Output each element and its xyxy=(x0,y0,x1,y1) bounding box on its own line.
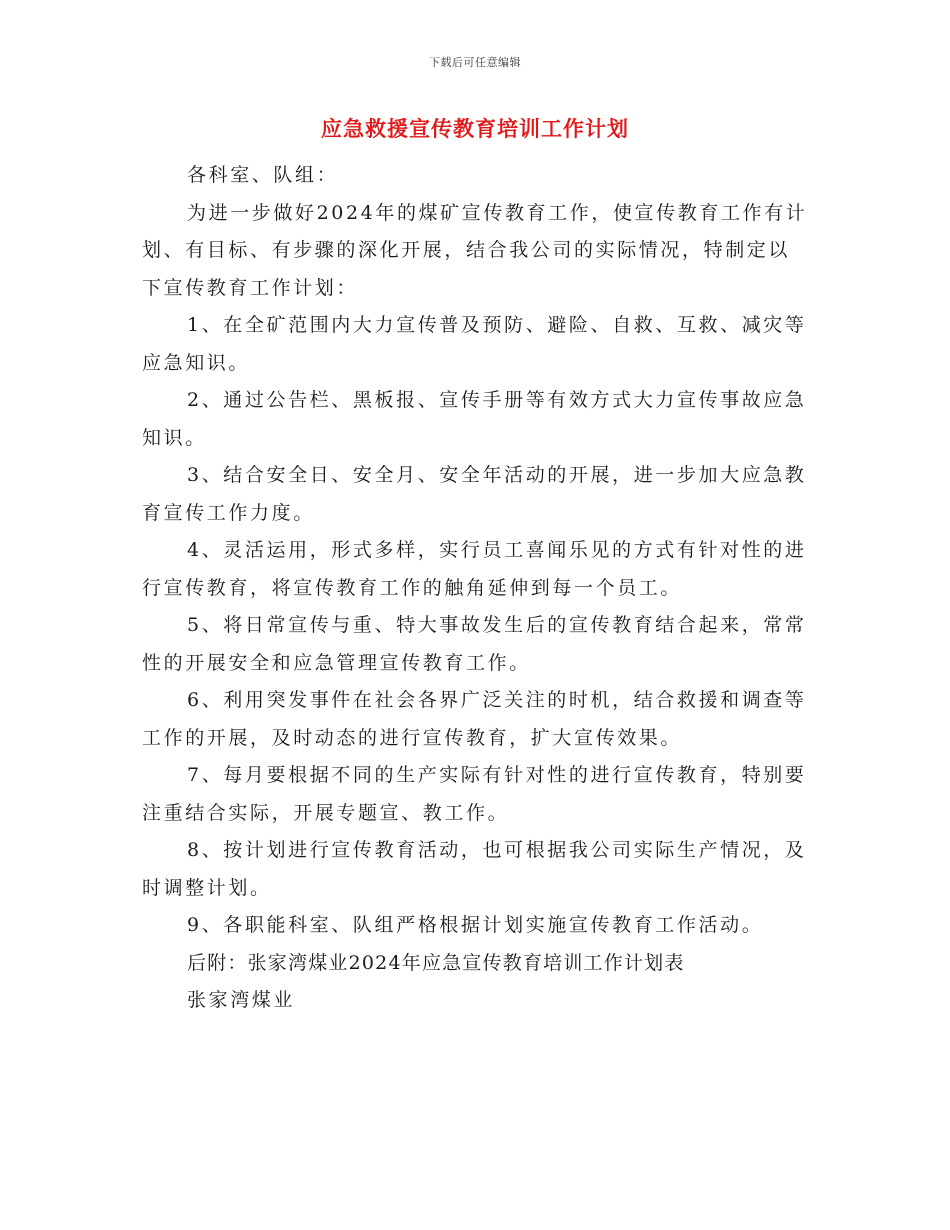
plan-item-5: 5、将日常宣传与重、特大事故发生后的宣传教育结合起来，常常性的开展安全和应急管理宣传教育工作。 xyxy=(142,614,807,674)
plan-item-7: 7、每月要根据不同的生产实际有针对性的进行宣传教育，特别要注重结合实际，开展专题宣、教工作。 xyxy=(142,764,807,824)
plan-item-4: 4、灵活运用，形式多样，实行员工喜闻乐见的方式有针对性的进行宣传教育，将宣传教育工作的触角延伸到每一个员工。 xyxy=(142,539,807,599)
attachment-note: 后附：张家湾煤业2024年应急宣传教育培训工作计划表 xyxy=(187,951,685,974)
plan-item-8: 8、按计划进行宣传教育活动，也可根据我公司实际生产情况，及时调整计划。 xyxy=(142,839,807,899)
salutation: 各科室、队组： xyxy=(187,164,339,186)
plan-item-9: 9、各职能科室、队组严格根据计划实施宣传教育工作活动。 xyxy=(187,914,764,936)
document-title: 应急救援宣传教育培训工作计划 xyxy=(321,116,629,141)
plan-item-3: 3、结合安全日、安全月、安全年活动的开展，进一步加大应急教育宣传工作力度。 xyxy=(142,464,807,524)
plan-item-2: 2、通过公告栏、黑板报、宣传手册等有效方式大力宣传事故应急知识。 xyxy=(142,389,807,449)
plan-item-6: 6、利用突发事件在社会各界广泛关注的时机，结合救援和调查等工作的开展，及时动态的进行宣传教育，扩大宣传效果。 xyxy=(142,689,807,749)
page-header-note: 下载后可任意编辑 xyxy=(429,56,521,69)
intro-paragraph: 为进一步做好2024年的煤矿宣传教育工作，使宣传教育工作有计划、有目标、有步骤的深化开展，结合我公司的实际情况，特制定以下宣传教育工作计划： xyxy=(142,201,808,299)
document-body xyxy=(142,157,810,1020)
signature: 张家湾煤业 xyxy=(187,989,296,1011)
plan-item-1: 1、在全矿范围内大力宣传普及预防、避险、自救、互救、减灾等应急知识。 xyxy=(142,314,807,374)
